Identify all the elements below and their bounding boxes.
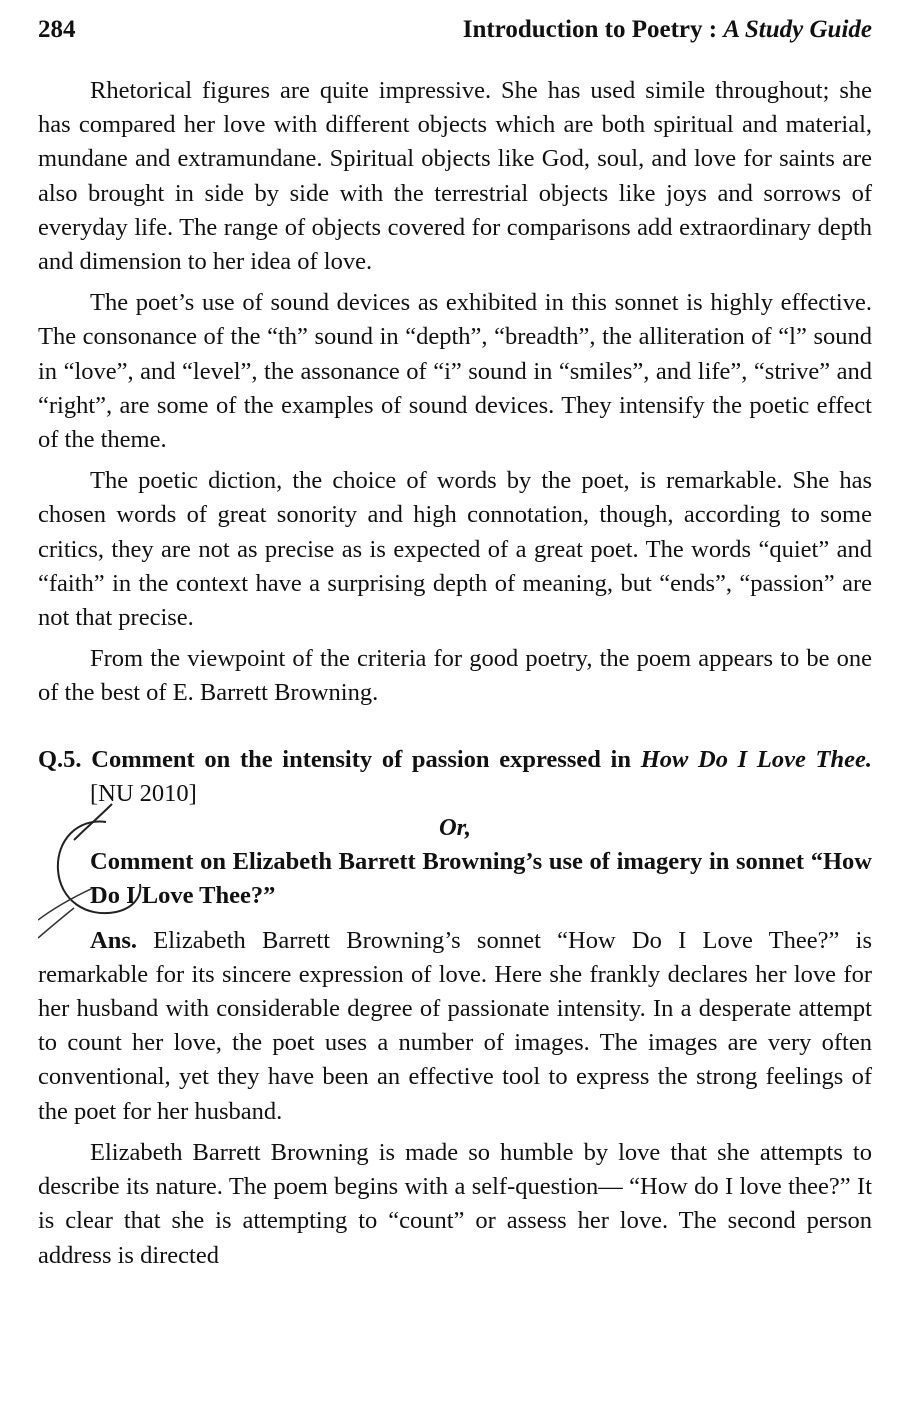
question-alternative: Comment on Elizabeth Barrett Browning’s use of imagery in sonnet “How Do I Love Thee?”	[90, 848, 872, 910]
paragraph-poetic-diction: The poetic diction, the choice of words by the poet, is remarkable. She has chosen words of great sonority and high connotation, though, according to some critics, they are not as precise as is expected of a great poet. The words “quiet” and “faith” in the context have a surprising depth of meaning, but “ends”, “passion” are not that precise.	[38, 467, 872, 632]
book-page	[38, 0, 872, 1419]
page-number: 284	[38, 16, 76, 43]
answer-paragraph-1	[38, 924, 872, 1129]
running-title	[463, 16, 872, 44]
paragraph-rhetorical-figures: Rhetorical figures are quite impressive. She has used simile throughout; she has compared her love with different objects which are both spiritual and material, mundane and extramundane. Spiritual objects like God, soul, and love for saints are also brought in side by side with the terrestrial objects like joys and sorrows of everyday life. The range of objects covered for comparisons add extraordinary depth and dimension to her idea of love.	[38, 77, 872, 276]
answer-paragraph-2: Elizabeth Barrett Browning is made so humble by love that she attempts to describe its nature. The poem begins with a self-question— “How do I love thee?” It is clear that she is attempting to “count” or assess her love. The second person address is directed	[38, 1138, 872, 1269]
body-text	[38, 74, 872, 1280]
question-text: Comment on the intensity of passion expressed in	[91, 745, 641, 773]
question-label: Q.5.	[38, 745, 82, 773]
or-label: Or,	[438, 814, 471, 842]
question-reference: [NU 2010]	[90, 779, 197, 807]
paragraph-sound-devices: The poet’s use of sound devices as exhibited in this sonnet is highly effective. The consonance of the “th” sound in “depth”, “breadth”, the alliteration of “l” sound in “love”, and “level”, the assonance of “i” sound in “smiles”, and life”, “strive” and “right”, are some of the examples of sound devices. They intensify the poetic effect of the theme.	[38, 289, 872, 454]
answer-label: Ans.	[90, 926, 137, 954]
question-five	[38, 743, 872, 811]
running-title-subtitle: A Study Guide	[723, 16, 872, 43]
running-title-main: Introduction to Poetry :	[462, 16, 724, 43]
question-poem-title: How Do I Love Thee.	[640, 745, 873, 773]
page-header	[38, 16, 872, 52]
paragraph-conclusion: From the viewpoint of the criteria for good poetry, the poem appears to be one of the best of E. Barrett Browning.	[38, 645, 872, 707]
answer-text-1: Elizabeth Barrett Browning’s sonnet “How Do I Love Thee?” is remarkable for its sincere expression of love. Here she frankly declares her love for her husband with considerable degree of passionate intensity. In a desperate attempt to count her love, the poet uses a number of images. The images are very often conventional, yet they have been an effective tool to express the strong feelings of the poet for her husband.	[38, 926, 872, 1125]
